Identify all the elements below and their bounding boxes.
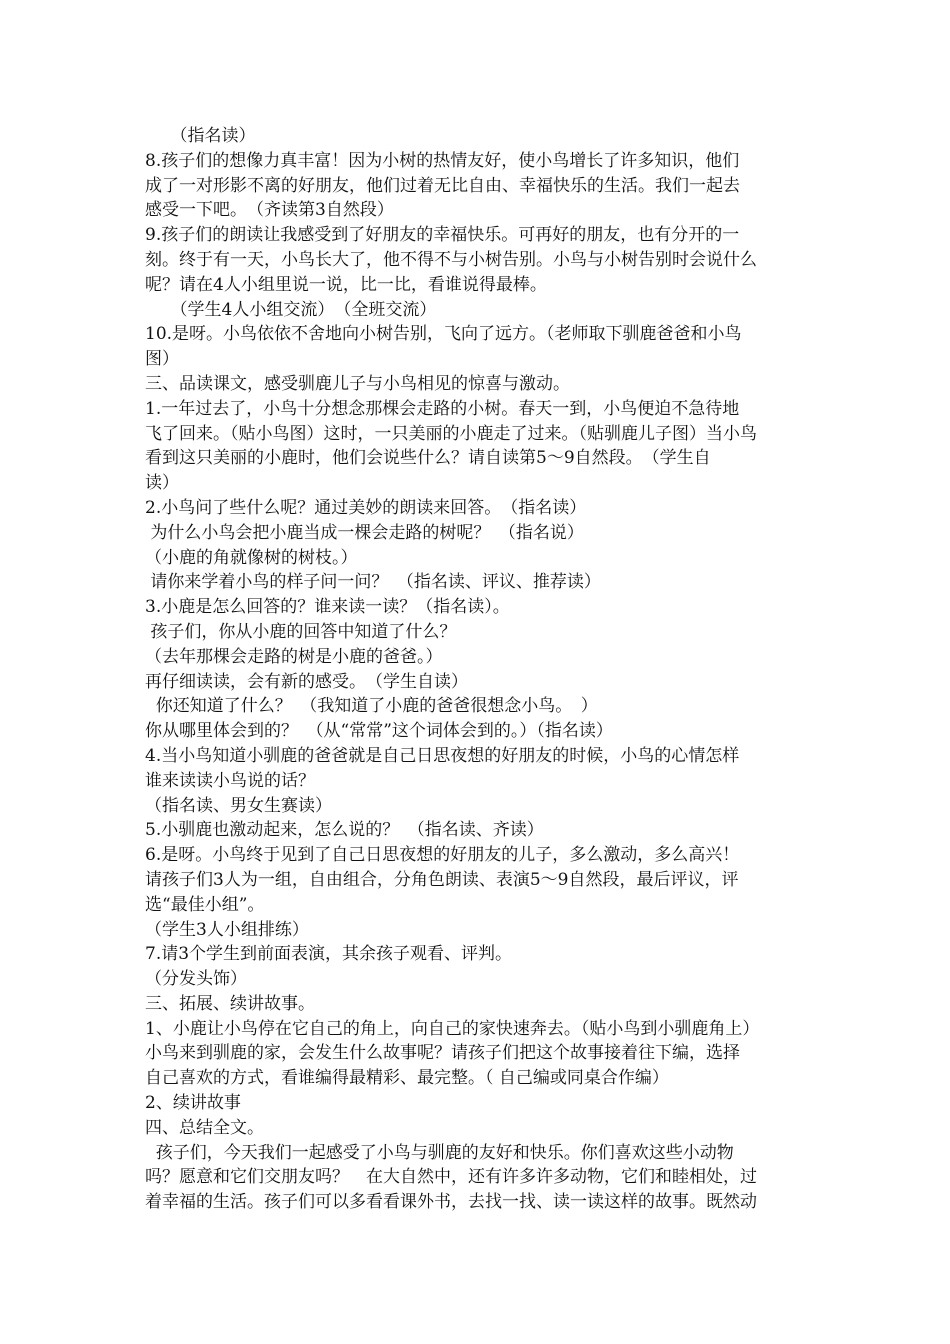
text-line: 孩子们，今天我们一起感受了小鸟与驯鹿的友好和快乐。你们喜欢这些小动物 [145, 1142, 734, 1163]
text-line: 自己喜欢的方式，看谁编得最精彩、最完整。（ 自己编或同桌合作编） [145, 1068, 669, 1089]
text-line: 呢？请在4人小组里说一说，比一比，看谁说得最棒。 [145, 274, 547, 295]
text-line: 三、拓展、续讲故事。 [145, 993, 315, 1014]
text-line: 请孩子们3人为一组，自由组合，分角色朗读、表演5～9自然段，最后评议，评 [145, 869, 739, 890]
text-line: 1、小鹿让小鸟停在它自己的角上，向自己的家快速奔去。（贴小鸟到小驯鹿角上） [145, 1018, 760, 1039]
text-line: 1.一年过去了，小鸟十分想念那棵会走路的小树。春天一到，小鸟便迫不急待地 [145, 398, 740, 419]
text-line: 请你来学着小鸟的样子问一问？ （指名读、评议、推荐读） [145, 572, 601, 593]
document-body [145, 124, 815, 1215]
text-line: （学生3人小组排练） [145, 919, 309, 940]
text-line: 感受一下吧。 （齐读第3自然段） [145, 200, 394, 221]
text-line: 成了一对形影不离的好朋友，他们过着无比自由、幸福快乐的生活。我们一起去 [145, 175, 740, 196]
text-line: 看到这只美丽的小鹿时，他们会说些什么？请自读第5～9自然段。 （学生自 [145, 448, 711, 469]
text-line: 3.小鹿是怎么回答的？谁来读一读？（指名读）。 [145, 597, 510, 618]
text-line: 四、总结全文。 [145, 1117, 264, 1138]
text-line: 图） [145, 349, 179, 370]
text-line: 4.当小鸟知道小驯鹿的爸爸就是自己日思夜想的好朋友的时候，小鸟的心情怎样 [145, 745, 740, 766]
text-line: 吗？愿意和它们交朋友吗？ 在大自然中，还有许多许多动物，它们和睦相处，过 [145, 1167, 757, 1188]
text-line: 三、品读课文，感受驯鹿儿子与小鸟相见的惊喜与激动。 [145, 373, 570, 394]
text-line: 6.是呀。小鸟终于见到了自己日思夜想的好朋友的儿子，多么激动，多么高兴！ [145, 845, 740, 866]
text-line: 你从哪里体会到的？ （从“常常”这个词体会到的。）（指名读） [145, 721, 613, 742]
text-line: 再仔细读读，会有新的感受。 （学生自读） [145, 671, 468, 692]
text-line: （指名读、男女生赛读） [145, 795, 332, 816]
text-line: 2.小鸟问了些什么呢？通过美妙的朗读来回答。 （指名读） [145, 497, 587, 518]
text-line: 孩子们，你从小鹿的回答中知道了什么？ [145, 621, 457, 642]
text-line: 选“最佳小组”。 [145, 894, 265, 915]
text-line: 小鸟来到驯鹿的家，会发生什么故事呢？请孩子们把这个故事接着往下编，选择 [145, 1043, 740, 1064]
text-line: （去年那棵会走路的树是小鹿的爸爸。） [145, 646, 443, 667]
text-line: 10.是呀。小鸟依依不舍地向小树告别，飞向了远方。（老师取下驯鹿爸爸和小鸟 [145, 324, 742, 345]
text-line: 飞了回来。（贴小鸟图）这时，一只美丽的小鹿走了过来。（贴驯鹿儿子图）当小鸟 [145, 423, 757, 444]
text-line: （学生4人小组交流） （全班交流） [145, 299, 437, 320]
text-line: 读） [145, 473, 179, 494]
text-line: 9.孩子们的朗读让我感受到了好朋友的幸福快乐。可再好的朋友，也有分开的一 [145, 225, 740, 246]
text-line: 8.孩子们的想像力真丰富！因为小树的热情友好，使小鸟增长了许多知识，他们 [145, 150, 740, 171]
text-line: 为什么小鸟会把小鹿当成一棵会走路的树呢？ （指名说） [145, 522, 584, 543]
text-line: 2、续讲故事 [145, 1093, 241, 1114]
text-line: 你还知道了什么？ （我知道了小鹿的爸爸很想念小鸟。 ） [145, 696, 598, 717]
text-line: （分发头饰） [145, 969, 247, 990]
text-line: 5.小驯鹿也激动起来，怎么说的？ （指名读、齐读） [145, 820, 544, 841]
text-line: 着幸福的生活。孩子们可以多看看课外书，去找一找、读一读这样的故事。既然动 [145, 1192, 757, 1213]
text-line: 刻。终于有一天，小鸟长大了，他不得不与小树告别。小鸟与小树告别时会说什么 [145, 249, 757, 270]
text-line: （小鹿的角就像树的树枝。） [145, 547, 358, 568]
text-line: （指名读） [145, 126, 256, 146]
text-line: 7.请3个学生到前面表演，其余孩子观看、评判。 [145, 944, 513, 965]
text-line: 谁来读读小鸟说的话？ [145, 770, 315, 791]
